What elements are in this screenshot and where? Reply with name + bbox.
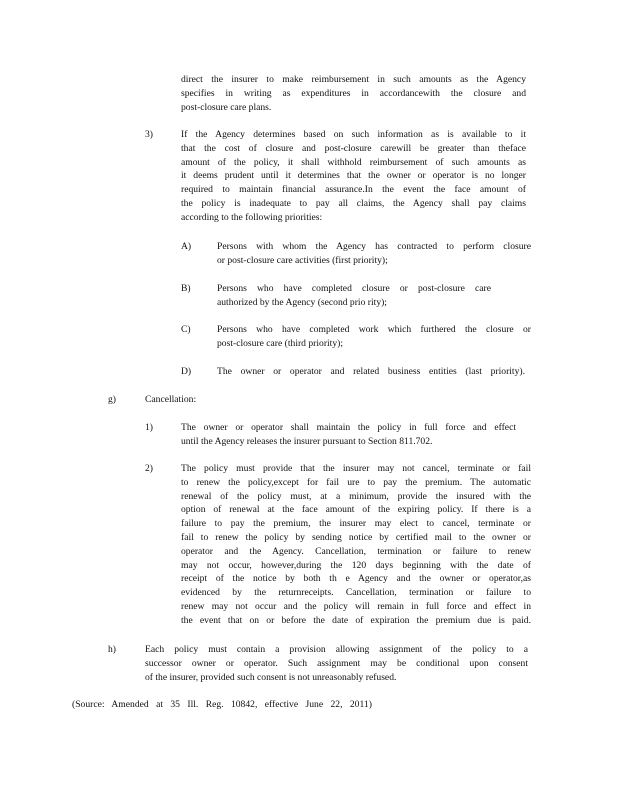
priority-a-label: A) bbox=[181, 241, 192, 252]
text-line: receipt of the notice by both th e Agency and the owner or operator,as bbox=[181, 573, 531, 585]
text-line: Persons who have completed work which furthered the closure or bbox=[217, 324, 531, 335]
text-line: post-closure care plans. bbox=[181, 101, 272, 113]
text-line: of the insurer, provided such consent is not unreasonably refused. bbox=[145, 671, 397, 683]
text-line: the policy is inadequate to pay all claims, the Agency shall pay claims bbox=[181, 197, 526, 209]
text-line: The policy must provide that the insurer may not cancel, terminate or fail bbox=[181, 463, 531, 474]
text-line: If the Agency determines based on such information as is available to it bbox=[181, 129, 526, 140]
text-line: according to the following priorities: bbox=[181, 211, 323, 223]
text-line: fail to renew the policy by sending notice by certified mail to the owner or bbox=[181, 531, 531, 543]
text-line: the event that on or before the date of expiration the premium due is paid. bbox=[181, 614, 531, 626]
priority-a-text bbox=[217, 240, 531, 268]
priority-b-text bbox=[217, 282, 491, 310]
text-line: failure to pay the premium, the insurer may elect to cancel, terminate or bbox=[181, 518, 531, 530]
text-line: amount of the policy, it shall withhold reimbursement of such amounts as bbox=[181, 156, 526, 168]
text-line: option of renewal at the face amount of the expiring policy. If there is a bbox=[181, 504, 531, 516]
section-h-label: h) bbox=[108, 644, 116, 655]
cancellation-item-2-text bbox=[181, 462, 531, 628]
text-line: evidenced by the returnreceipts. Cancellation, termination or failure to bbox=[181, 587, 531, 599]
text-line: The owner or operator and related business entities (last priority). bbox=[217, 366, 525, 377]
item-3-paragraph bbox=[181, 128, 526, 225]
section-g-label: g) bbox=[108, 394, 116, 405]
text-line: post-closure care (third priority); bbox=[217, 337, 344, 349]
priority-d-label: D) bbox=[181, 366, 192, 377]
text-line: renew may not occur and the policy will remain in full force and effect in bbox=[181, 600, 531, 612]
text-line: Persons with whom the Agency has contracted to perform closure bbox=[217, 241, 531, 252]
text-line: specifies in writing as expenditures in accordancewith the closure and bbox=[181, 87, 526, 99]
text-line: it deems prudent until it determines that the owner or operator is no longer bbox=[181, 170, 526, 182]
text-line: Each policy must contain a provision allowing assignment of the policy to a bbox=[145, 644, 528, 655]
text-line: renewal of the policy must, at a minimum, provide the insured with the bbox=[181, 490, 531, 502]
text-line: operator and the Agency. Cancellation, termination or failure to renew bbox=[181, 545, 531, 557]
item-3-label: 3) bbox=[145, 129, 153, 140]
text-line: that the cost of closure and post-closure carewill be greater than theface bbox=[181, 142, 526, 154]
section-g-title: Cancellation: bbox=[145, 394, 197, 405]
priority-c-text bbox=[217, 323, 531, 351]
priority-b-label: B) bbox=[181, 283, 191, 294]
cancellation-item-1-text bbox=[181, 421, 516, 449]
text-line: direct the insurer to make reimbursement in such amounts as the Agency bbox=[181, 74, 526, 85]
text-line: required to maintain financial assurance.In the event the face amount of bbox=[181, 184, 526, 196]
text-line: The owner or operator shall maintain the policy in full force and effect bbox=[181, 422, 516, 433]
text-line: may not occur, however,during the 120 days beginning with the date of bbox=[181, 559, 531, 571]
text-line: Persons who have completed closure or post-closure care bbox=[217, 283, 491, 294]
text-line: until the Agency releases the insurer pursuant to Section 811.702. bbox=[181, 435, 433, 447]
text-line: or post-closure care activities (first priority); bbox=[217, 254, 388, 266]
text-line: to renew the policy,except for fail ure to pay the premium. The automatic bbox=[181, 476, 531, 488]
text-line: successor owner or operator. Such assignment may be conditional upon consent bbox=[145, 657, 528, 669]
priority-d-text bbox=[217, 365, 525, 379]
text-line: authorized by the Agency (second prio rity); bbox=[217, 296, 387, 308]
cancellation-item-2-label: 2) bbox=[145, 463, 153, 474]
source-note: (Source: Amended at 35 Ill. Reg. 10842, effective June 22, 2011) bbox=[72, 699, 372, 710]
section-h-text bbox=[145, 643, 528, 684]
cancellation-item-1-label: 1) bbox=[145, 422, 153, 433]
priority-c-label: C) bbox=[181, 324, 191, 335]
intro-paragraph bbox=[181, 73, 526, 114]
